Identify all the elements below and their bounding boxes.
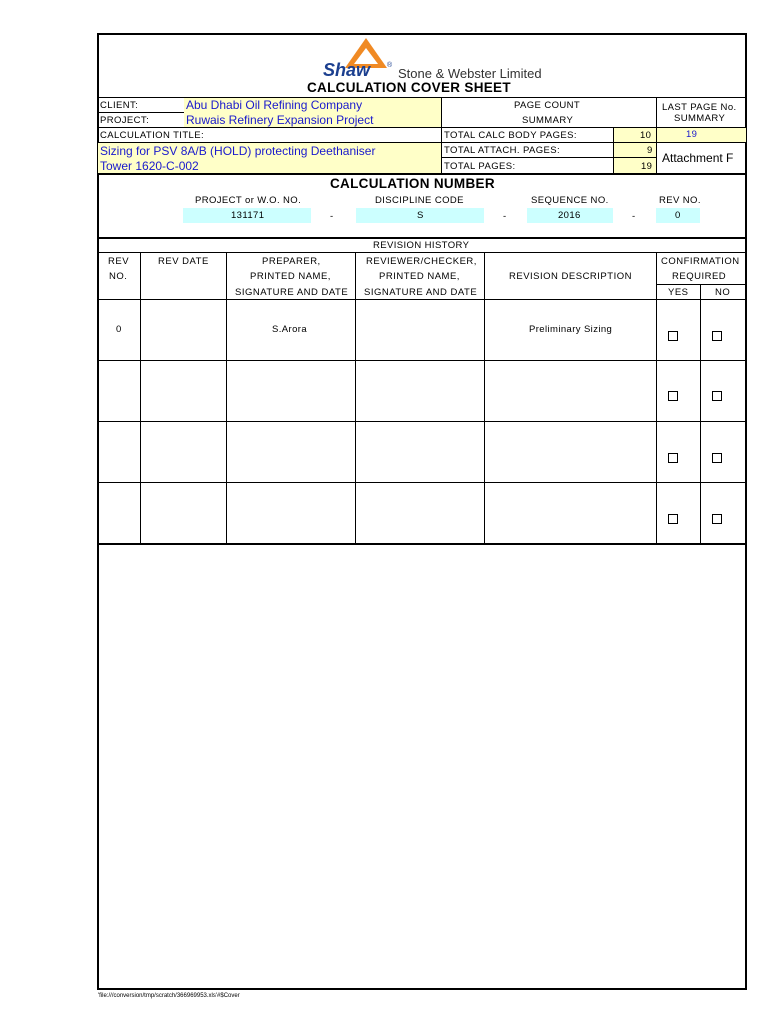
col-reviewer-header: REVIEWER/CHECKER, — [366, 256, 477, 267]
col-reviewer-header-3: SIGNATURE AND DATE — [364, 287, 478, 298]
project-label: PROJECT: — [100, 115, 150, 126]
discipline-code-label: DISCIPLINE CODE — [375, 195, 464, 206]
separator-dash: - — [330, 211, 334, 222]
total-calc-value[interactable]: 10 — [640, 130, 652, 141]
col-confirmation-header: CONFIRMATION — [661, 256, 740, 267]
file-path-footer: 'file:///conversion/tmp/scratch/366969953.xls'#$Cover — [98, 993, 240, 999]
col-preparer-header-2: PRINTED NAME, — [250, 271, 331, 282]
project-no-value: 131171 — [231, 210, 265, 221]
total-attach-value[interactable]: 9 — [647, 145, 653, 156]
separator-dash: - — [632, 211, 636, 222]
total-pages-value[interactable]: 19 — [641, 161, 653, 172]
total-calc-label: TOTAL CALC BODY PAGES: — [444, 130, 577, 141]
col-description-header: REVISION DESCRIPTION — [509, 271, 632, 282]
sheet-title: CALCULATION COVER SHEET — [307, 80, 511, 95]
divider — [98, 421, 746, 422]
divider — [98, 252, 746, 253]
no-checkbox[interactable] — [712, 453, 722, 463]
sequence-no-value: 2016 — [558, 210, 581, 221]
calc-title-value-line1[interactable]: Sizing for PSV 8A/B (HOLD) protecting Deethaniser — [100, 144, 376, 158]
divider — [656, 252, 657, 544]
client-label: CLIENT: — [100, 100, 139, 111]
col-rev-header: REV — [108, 256, 130, 267]
project-value[interactable]: Ruwais Refinery Expansion Project — [186, 113, 374, 127]
col-confirmation-header-2: REQUIRED — [672, 271, 727, 282]
rev-no-value: 0 — [675, 210, 681, 221]
col-preparer-header: PREPARER, — [262, 256, 321, 267]
divider — [700, 284, 701, 544]
divider — [226, 252, 227, 544]
sequence-no-label: SEQUENCE NO. — [531, 195, 609, 206]
yes-checkbox[interactable] — [668, 391, 678, 401]
revision-history-title: REVISION HISTORY — [373, 240, 470, 251]
yes-checkbox[interactable] — [668, 331, 678, 341]
client-value[interactable]: Abu Dhabi Oil Refining Company — [186, 98, 363, 112]
col-no-header: NO — [715, 287, 731, 298]
attachment-label: Attachment F — [662, 151, 734, 165]
row-preparer: S.Arora — [272, 324, 308, 335]
divider — [98, 299, 746, 300]
page-count-summary-label: SUMMARY — [522, 115, 574, 126]
row-rev-no: 0 — [116, 324, 122, 335]
total-attach-label: TOTAL ATTACH. PAGES: — [444, 145, 561, 156]
divider — [98, 237, 746, 239]
divider — [98, 543, 746, 545]
last-page-label: LAST PAGE No. — [662, 102, 737, 113]
yes-checkbox[interactable] — [668, 514, 678, 524]
divider — [613, 127, 614, 173]
row-description: Preliminary Sizing — [529, 324, 613, 335]
shaw-logo-text: Shaw — [323, 60, 371, 80]
no-checkbox[interactable] — [712, 391, 722, 401]
page-count-label: PAGE COUNT — [514, 100, 581, 111]
company-name: Stone & Webster Limited — [398, 66, 542, 81]
divider — [656, 284, 746, 285]
divider — [98, 360, 746, 361]
yes-checkbox[interactable] — [668, 453, 678, 463]
divider — [613, 157, 656, 158]
divider — [613, 142, 656, 143]
calc-title-value-line2[interactable]: Tower 1620-C-002 — [100, 159, 199, 173]
divider — [484, 252, 485, 544]
project-no-label: PROJECT or W.O. NO. — [195, 195, 302, 206]
discipline-code-value: S — [417, 210, 424, 221]
col-rev-date-header: REV DATE — [158, 256, 209, 267]
divider — [656, 142, 746, 143]
last-page-summary-label: SUMMARY — [674, 113, 726, 124]
calc-number-title: CALCULATION NUMBER — [330, 176, 495, 191]
divider — [140, 252, 141, 544]
last-page-value[interactable]: 19 — [686, 129, 698, 140]
col-rev-header-2: NO. — [109, 271, 128, 282]
divider — [98, 173, 746, 175]
registered-mark: ® — [387, 62, 393, 69]
divider — [441, 97, 442, 173]
total-pages-label: TOTAL PAGES: — [444, 161, 516, 172]
col-reviewer-header-2: PRINTED NAME, — [379, 271, 460, 282]
divider — [98, 482, 746, 483]
separator-dash: - — [503, 211, 507, 222]
rev-no-label: REV NO. — [659, 195, 701, 206]
calc-title-label: CALCULATION TITLE: — [100, 130, 204, 141]
col-yes-header: YES — [668, 287, 689, 298]
divider — [355, 252, 356, 544]
no-checkbox[interactable] — [712, 514, 722, 524]
last-page-value-bg — [657, 128, 746, 142]
col-preparer-header-3: SIGNATURE AND DATE — [235, 287, 349, 298]
no-checkbox[interactable] — [712, 331, 722, 341]
